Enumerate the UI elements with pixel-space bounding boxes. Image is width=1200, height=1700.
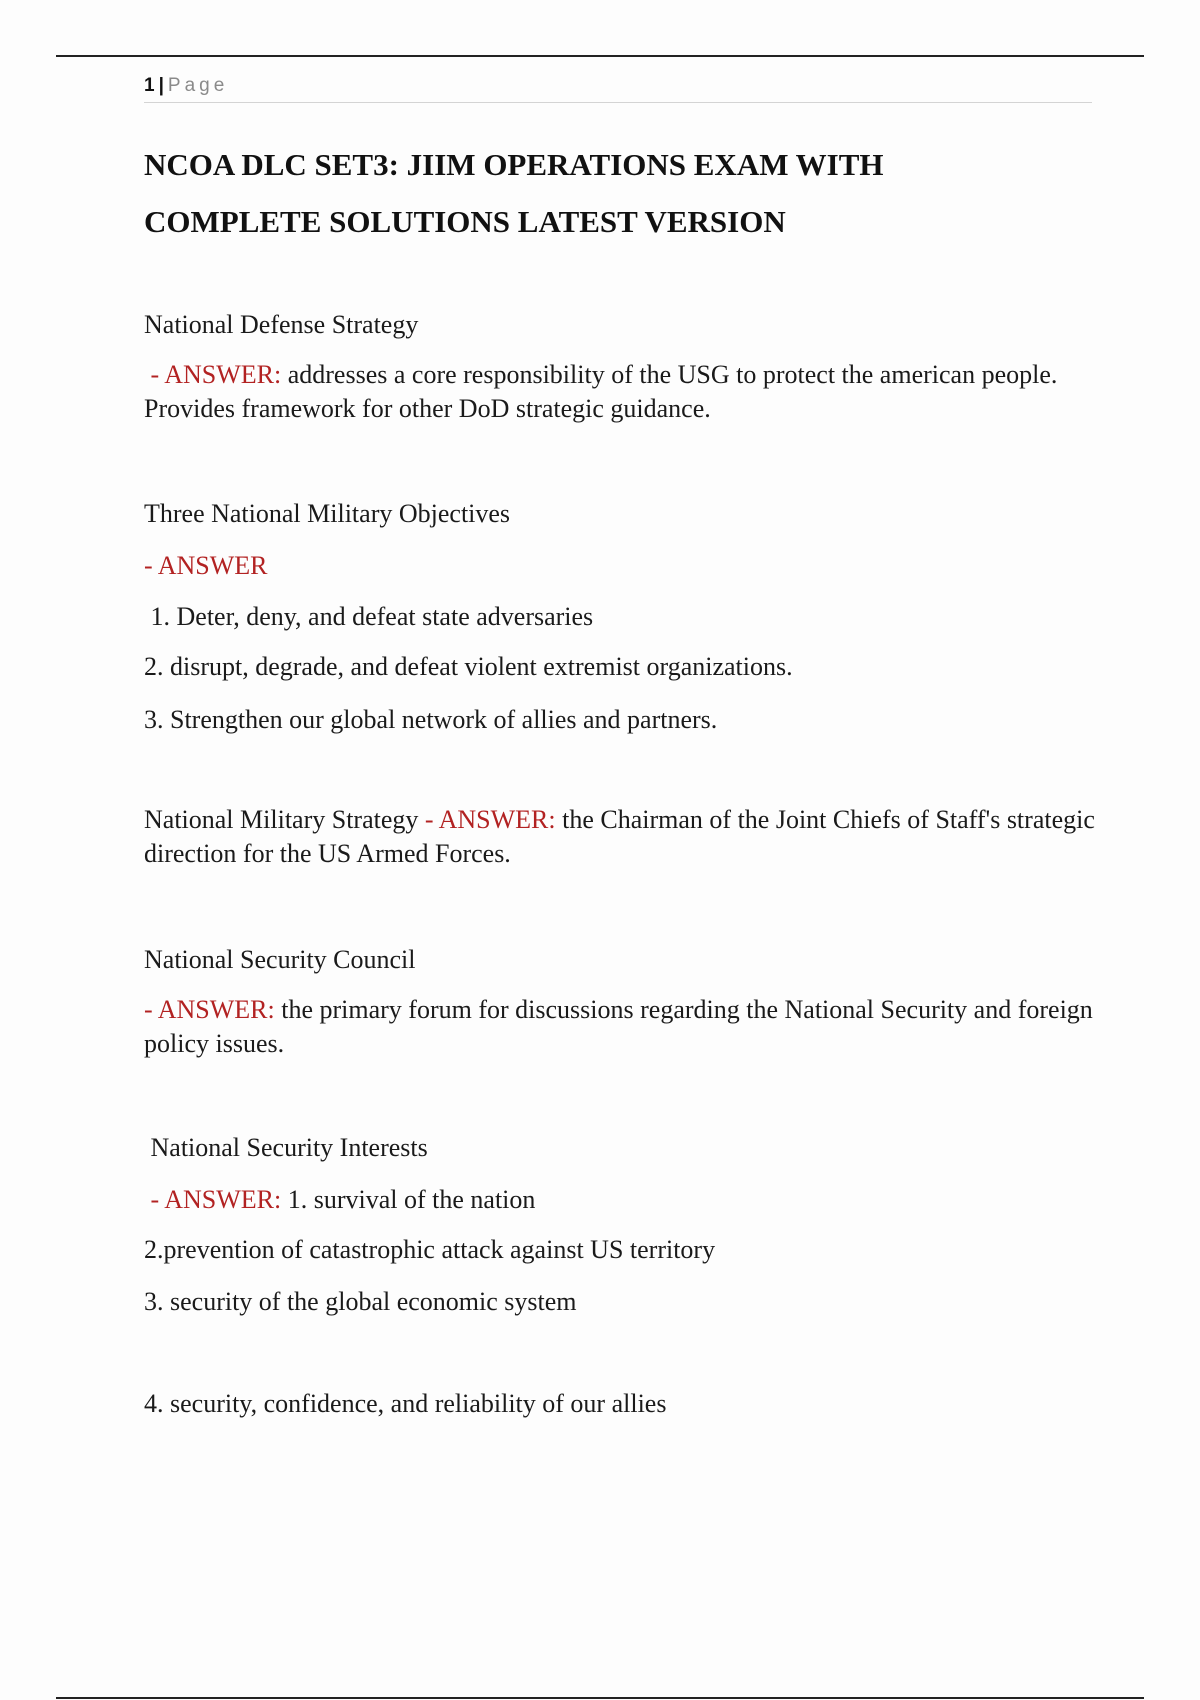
document-title — [144, 136, 1104, 250]
nsc-term: National Security Council — [144, 945, 416, 974]
page-number: 1 — [144, 75, 155, 96]
nds-answer-text: addresses a core responsibility of the USG to protect the american people. Provides framework for other DoD strategic guidance. — [144, 360, 1058, 423]
nds-term: National Defense Strategy — [144, 310, 419, 339]
objectives-item-1-text: 1. Deter, deny, and defeat state adversaries — [150, 602, 594, 631]
answer-label: - ANSWER: — [150, 1185, 282, 1214]
objectives-item-3: 3. Strengthen our global network of allies and partners. — [144, 705, 718, 734]
page-label: Page — [167, 75, 229, 96]
bottom-rule — [56, 1697, 1144, 1699]
objectives-item-2: 2. disrupt, degrade, and defeat violent extremist organizations. — [144, 652, 793, 681]
interests-term — [144, 1131, 1104, 1165]
interests-item-2: 2.prevention of catastrophic attack against US territory — [144, 1235, 716, 1264]
interests-item-4: 4. security, confidence, and reliability of our allies — [144, 1389, 667, 1418]
answer-label: - ANSWER — [144, 551, 268, 580]
nms-term: National Military Strategy — [144, 805, 419, 834]
page-separator: | — [158, 75, 164, 96]
page-header — [144, 72, 1092, 103]
interests-item-3: 3. security of the global economic system — [144, 1287, 577, 1316]
nsc-answer-text: the primary forum for discussions regarding the National Security and foreign policy issues. — [144, 995, 1093, 1058]
answer-label: - ANSWER: — [144, 995, 275, 1024]
title-line-2: COMPLETE SOLUTIONS LATEST VERSION — [144, 204, 786, 239]
interests-term-text: National Security Interests — [150, 1133, 428, 1162]
nds-answer — [144, 358, 1104, 426]
title-line-1: NCOA DLC SET3: JIIM OPERATIONS EXAM WITH — [144, 147, 884, 182]
objectives-item-1 — [144, 600, 1104, 634]
objectives-term: Three National Military Objectives — [144, 499, 511, 528]
nms-entry — [144, 803, 1104, 871]
nms-answer-text: the Chairman of the Joint Chiefs of Staff's strategic direction for the US Armed Forces. — [144, 805, 1095, 868]
answer-label: - ANSWER: — [150, 360, 282, 389]
interests-item-1: 1. survival of the nation — [281, 1185, 536, 1214]
nsc-answer — [144, 993, 1104, 1061]
answer-label: - ANSWER: — [424, 805, 556, 834]
top-rule — [56, 55, 1144, 57]
interests-answer — [144, 1183, 1104, 1217]
